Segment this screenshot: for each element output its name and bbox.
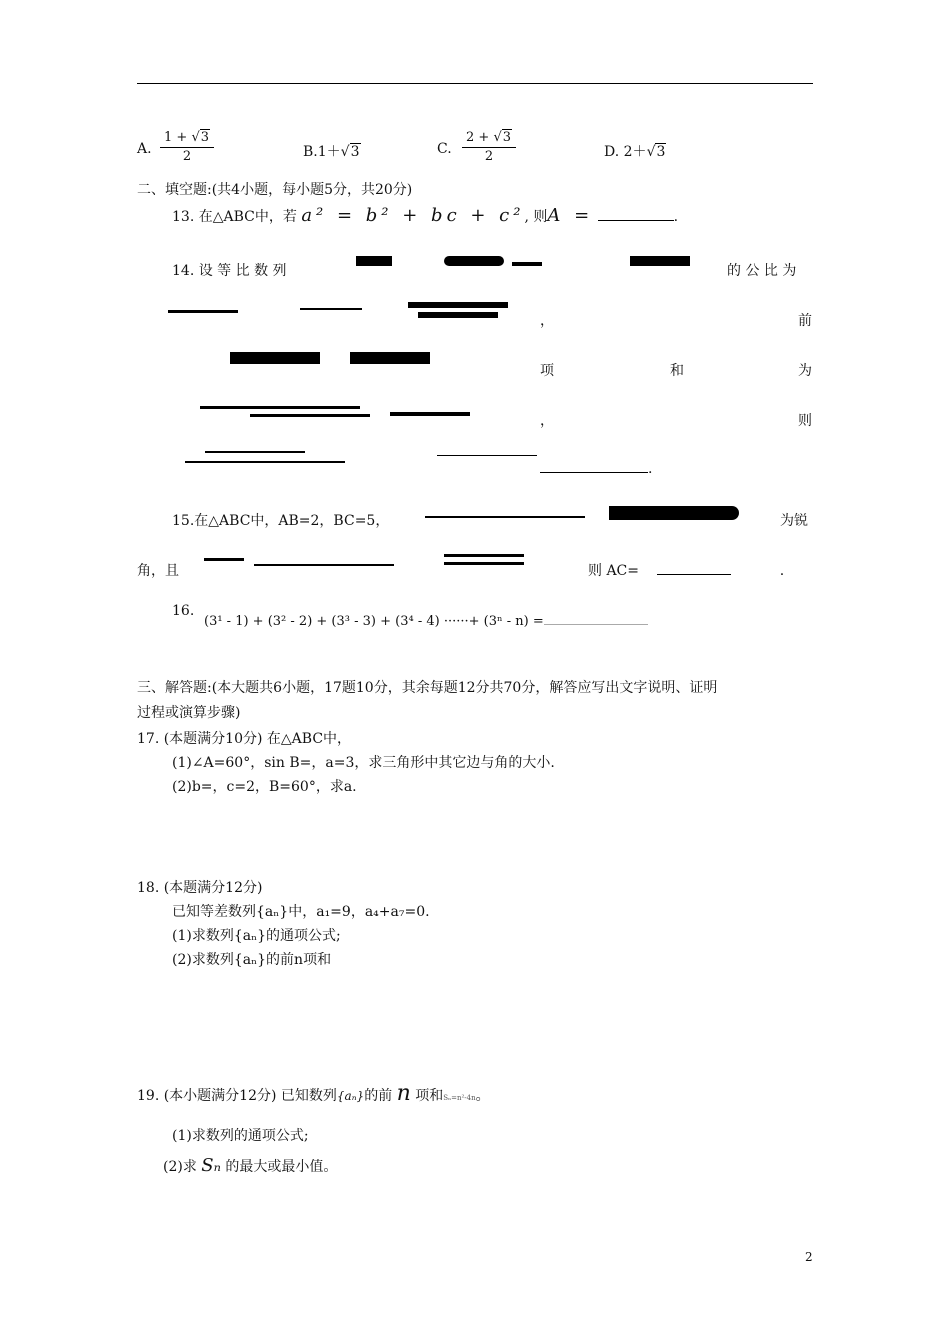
- option-d: D. 2＋√3: [604, 144, 666, 160]
- q14-garbled-ratio: [168, 300, 518, 326]
- q14-answer: .: [540, 461, 652, 477]
- option-c-label: C.: [437, 141, 452, 157]
- q14-garbled-ratio-expr: [175, 445, 545, 475]
- q14-garbled-n: [230, 350, 430, 368]
- question-14-prefix: 14. 设 等 比 数 列: [172, 263, 287, 279]
- question-18-part2: (2)求数列{aₙ}的前n项和: [172, 952, 332, 968]
- q14-garbled-sequence: [352, 250, 692, 274]
- section-3-heading-line2: 过程或演算步骤): [137, 705, 241, 721]
- option-a-fraction: $\frac{1 + √3}{2}$: [160, 129, 214, 166]
- section-3-heading-line1: 三、解答题:(本大题共6小题，17题10分，其余每题12分共70分，解答应写出文字说明、证明: [137, 680, 718, 696]
- question-19-part2: (2)求 Sₙ 的最大或最小值。: [163, 1155, 338, 1176]
- question-19-title: 19. (本小题满分12分) 已知数列{aₙ}的前 n 项和Sₙ=n²-4n。: [137, 1081, 490, 1106]
- question-13: 13. 在△ABC中，若 a² = b² + bc + c², 则A = .: [172, 205, 679, 226]
- question-18-part1: (1)求数列{aₙ}的通项公式;: [172, 928, 341, 944]
- question-14-suffix: 的 公 比 为: [727, 263, 797, 279]
- question-16: [204, 614, 648, 629]
- section-2-heading: 二、填空题:(共4小题，每小题5分，共20分): [137, 182, 413, 198]
- question-17-part2: (2)b=，c=2，B=60°，求a.: [172, 779, 357, 795]
- question-18-title: 18. (本题满分12分): [137, 880, 263, 896]
- option-a-label: A.: [137, 141, 152, 157]
- q15-garbled-area: [204, 550, 574, 574]
- q14-garbled-sn: [200, 400, 480, 422]
- question-15-prefix: 15.在△ABC中，AB=2，BC=5，: [172, 513, 390, 529]
- q16-formula: (3¹ - 1) + (3² - 2) + (3³ - 3) + (3⁴ - 4) ······+ (3ⁿ - n) =: [204, 614, 544, 629]
- q13-formula: a² = b² + bc + c²: [301, 205, 525, 226]
- question-18-line1: 已知等差数列{aₙ}中，a₁=9，a₄+a₇=0.: [172, 904, 430, 920]
- question-17-part1: (1)∠A=60°，sin B=，a=3，求三角形中其它边与角的大小.: [172, 755, 555, 771]
- header-rule: [137, 83, 813, 84]
- question-19-part1: (1)求数列的通项公式;: [172, 1128, 309, 1144]
- page-number: 2: [805, 1250, 813, 1264]
- option-c-fraction: $\frac{2 + √3}{2}$: [462, 129, 516, 166]
- option-b: B.1＋√3: [303, 144, 360, 160]
- q15-answer: 则 AC= .: [588, 563, 785, 579]
- question-17-title: 17. (本题满分10分) 在△ABC中，: [137, 731, 352, 747]
- q15-garbled-angle-b: [425, 502, 745, 524]
